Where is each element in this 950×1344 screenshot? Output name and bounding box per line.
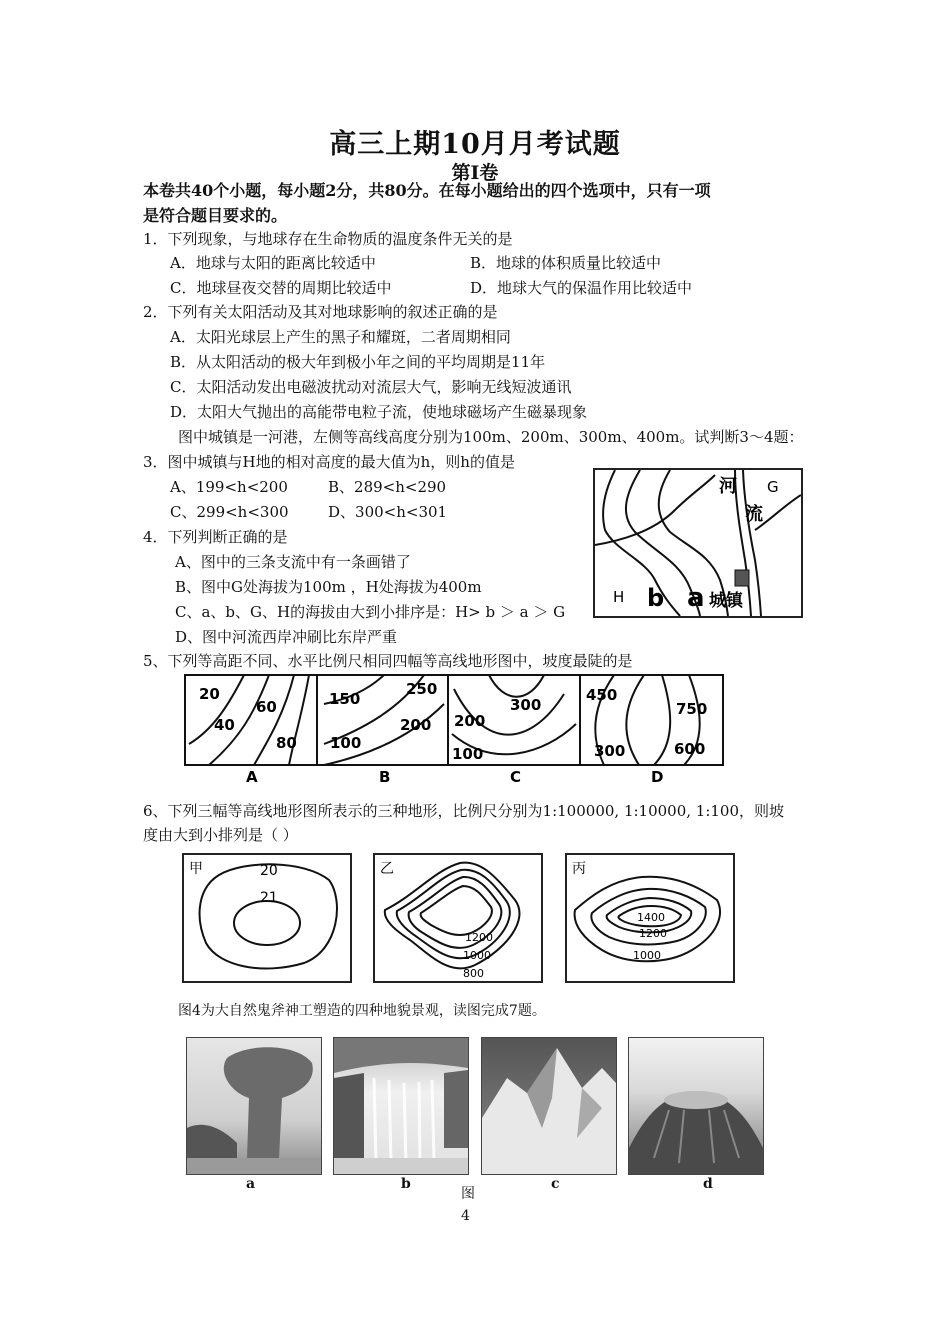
q3-option-d: D、300<h<301: [328, 503, 448, 521]
q4-stem: 4．下列判断正确的是: [143, 528, 288, 546]
q5-c-value-2: 200: [454, 712, 486, 730]
q5-d-value-3: 300: [594, 742, 626, 760]
q4-option-b: B、图中G处海拔为100m ，H处海拔为400m: [175, 578, 482, 596]
q1-stem: 1．下列现象，与地球存在生命物质的温度条件无关的是: [143, 230, 513, 248]
q34-intro: 图中城镇是一河港，左侧等高线高度分别为100m、200m、300m、400m。试判断3～4题：: [178, 428, 804, 446]
q5-stem: 5、下列等高距不同、水平比例尺相同四幅等高线地形图中，坡度最陡的是: [143, 652, 633, 670]
q6-yi-value-1: 1200: [465, 931, 493, 944]
q2-option-a: A．太阳光球层上产生的黑子和耀斑，二者周期相同: [170, 328, 511, 346]
q5-a-value-4: 80: [276, 734, 297, 752]
photo-caption-c: c: [551, 1176, 560, 1192]
q6-yi-value-3: 800: [463, 967, 484, 980]
river-town-contour-map: [593, 468, 803, 618]
q5-panel-label-d: D: [651, 768, 664, 786]
q6-bing-label: 丙: [572, 861, 586, 877]
q5-a-value-3: 60: [256, 698, 277, 716]
page-title: 高三上期10月月考试题: [329, 129, 621, 160]
q2-option-d: D．太阳大气抛出的高能带电粒子流，使地球磁场产生磁暴现象: [170, 403, 588, 421]
q6-panel-yi: [373, 853, 543, 983]
q5-b-value-2: 250: [406, 680, 438, 698]
photo-caption-d: d: [703, 1176, 713, 1192]
q5-d-value-2: 750: [676, 700, 708, 718]
q2-option-b: B．从太阳活动的极大年到极小年之间的平均周期是11年: [170, 353, 546, 371]
landform-photo-b: [333, 1037, 469, 1175]
q5-a-value-1: 20: [199, 685, 220, 703]
q2-stem: 2．下列有关太阳活动及其对地球影响的叙述正确的是: [143, 303, 498, 321]
q5-c-value-1: 300: [510, 696, 542, 714]
q6-bing-value-2: 1200: [639, 927, 667, 940]
q5-d-value-4: 600: [674, 740, 706, 758]
landform-photo-c: [481, 1037, 617, 1175]
q1-option-d: D．地球大气的保温作用比较适中: [470, 279, 693, 297]
q1-option-a: A．地球与太阳的距离比较适中: [170, 254, 376, 272]
q6-bing-value-3: 1000: [633, 949, 661, 962]
q2-option-c: C．太阳活动发出电磁波扰动对流层大气，影响无线短波通讯: [170, 378, 572, 396]
instructions-line-1: 本卷共40个小题，每小题2分，共80分。在每小题给出的四个选项中，只有一项: [143, 181, 711, 200]
q6-panel-jia: [182, 853, 352, 983]
q6-stem-line-1: 6、下列三幅等高线地形图所表示的三种地形，比例尺分别为1:100000, 1:10000, 1:100，则坡: [143, 802, 785, 820]
q5-contour-panels: [184, 674, 724, 786]
q5-c-value-3: 100: [452, 745, 484, 763]
q4-option-d: D、图中河流西岸冲刷比东岸严重: [175, 628, 398, 646]
q6-yi-label: 乙: [380, 861, 394, 877]
q5-panel-label-c: C: [510, 768, 522, 786]
map-point-a: a: [687, 583, 705, 613]
q5-b-value-4: 100: [330, 734, 362, 752]
q3-option-b: B、289<h<290: [328, 478, 447, 496]
q1-option-b: B．地球的体积质量比较适中: [470, 254, 662, 272]
q4-option-a: A、图中的三条支流中有一条画错了: [175, 553, 411, 571]
map-river-label-1: 河: [719, 476, 737, 497]
q5-panel-label-b: B: [379, 768, 391, 786]
section-title: 第Ⅰ卷: [451, 162, 499, 184]
q5-a-value-2: 40: [214, 716, 235, 734]
instructions-line-2: 是符合题目要求的。: [143, 206, 288, 225]
q6-jia-label: 甲: [189, 861, 203, 877]
q5-b-value-3: 200: [400, 716, 432, 734]
q3-option-a: A、199<h<200: [170, 478, 288, 496]
q6-jia-value-2: 21: [260, 890, 278, 906]
map-point-g: G: [767, 478, 779, 496]
map-point-h: H: [613, 588, 625, 606]
q1-option-c: C．地球昼夜交替的周期比较适中: [170, 279, 392, 297]
q6-bing-value-1: 1400: [637, 911, 665, 924]
q6-stem-line-2: 度由大到小排列是（ ）: [143, 826, 298, 844]
q3-option-c: C、299<h<300: [170, 503, 289, 521]
q5-b-value-1: 150: [329, 690, 361, 708]
q6-panel-bing: [565, 853, 735, 983]
q5-d-value-1: 450: [586, 686, 618, 704]
q5-panel-label-a: A: [246, 768, 258, 786]
figure-caption-number: 4: [461, 1208, 470, 1224]
q3-stem: 3．图中城镇与H地的相对高度的最大值为h，则h的值是: [143, 453, 515, 471]
photo-caption-b: b: [401, 1176, 411, 1192]
map-point-b: b: [647, 584, 665, 612]
map-river-label-2: 流: [745, 504, 763, 525]
photo-caption-a: a: [246, 1176, 256, 1192]
q6-yi-value-2: 1000: [463, 949, 491, 962]
landform-photo-a: [186, 1037, 322, 1175]
q6-jia-value-1: 20: [260, 863, 278, 879]
figure-caption-label: 图: [461, 1186, 475, 1202]
landform-photo-d: [628, 1037, 764, 1175]
map-town-label: 城镇: [709, 591, 743, 611]
q7-intro: 图4为大自然鬼斧神工塑造的四种地貌景观，读图完成7题。: [178, 1003, 546, 1019]
q4-option-c: C、a、b、G、H的海拔由大到小排序是：H> b ＞ a ＞ G: [175, 603, 566, 621]
